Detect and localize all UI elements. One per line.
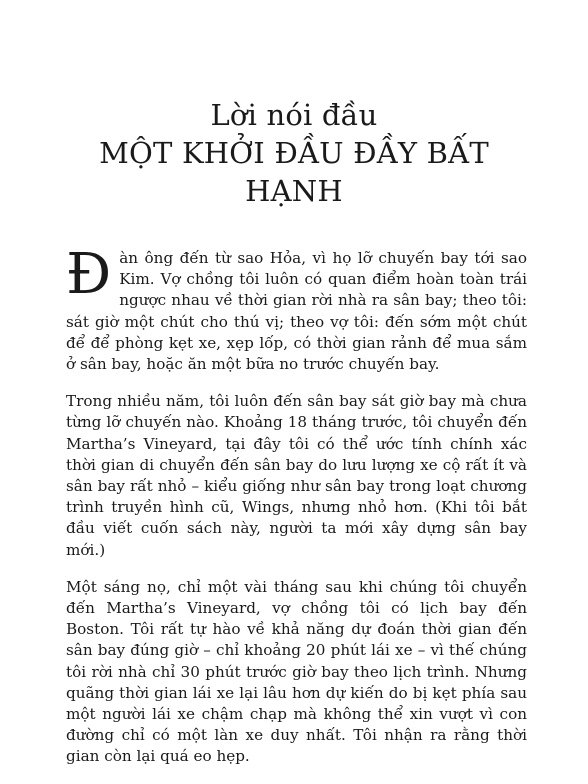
paragraph-1-text: àn ông đến từ sao Hỏa, vì họ lỡ chuyến bay tới sao Kim. Vợ chồng tôi luôn có quan điểm hoàn toàn trái ngược nhau về thời gian rời nhà ra sân bay; theo tôi: sát giờ một chút cho thú vị; theo vợ tôi: đến sớm một chút để để phòng kẹt xe, xẹp lốp, có thời gian rảnh để mua sắm ở sân bay, hoặc ăn một bữa no trước chuyến bay. bbox=[66, 249, 527, 374]
chapter-label: Lời nói đầu bbox=[210, 98, 378, 132]
paragraph-1 bbox=[66, 242, 527, 375]
paragraph-2: Trong nhiều năm, tôi luôn đến sân bay sát giờ bay mà chưa từng lỡ chuyến nào. Khoảng 18 tháng trước, tôi chuyển đến Martha’s Vineyard, tại đây tôi có thể ước tính chính xác thời gian di chuyển đến sân bay do lưu lượng xe cộ rất ít và sân bay rất nhỏ – kiểu giống như sân bay trong loạt chương trình truyền hình cũ, Wings, nhưng nhỏ hơn. (Khi tôi bắt đầu viết cuốn sách này, người ta mới xây dựng sân bay mới.) bbox=[66, 392, 527, 559]
paragraph-3: Một sáng nọ, chỉ một vài tháng sau khi chúng tôi chuyển đến Martha’s Vineyard, vợ chồng tôi có lịch bay đến Boston. Tôi rất tự hào về khả năng dự đoán thời gian đến sân bay đúng giờ – chỉ khoảng 20 phút lái xe – vì thế chúng tôi rời nhà chỉ 30 phút trước giờ bay theo lịch trình. Nhưng quãng thời gian lái xe lại lâu hơn dự kiến do bị kẹt phía sau một người lái xe chậm chạp mà không thể xin vượt vì con đường chỉ có một làn xe duy nhất. Tôi nhận ra rằng thời gian còn lại quá eo hẹp. bbox=[66, 577, 527, 766]
chapter-title-line-1: MỘT KHỞI ĐẦU ĐẦY BẤT bbox=[99, 136, 489, 170]
chapter-heading bbox=[0, 96, 588, 210]
drop-cap: Đ bbox=[66, 242, 112, 307]
chapter-title-line-2: HẠNH bbox=[245, 174, 343, 208]
body-text bbox=[66, 242, 527, 784]
